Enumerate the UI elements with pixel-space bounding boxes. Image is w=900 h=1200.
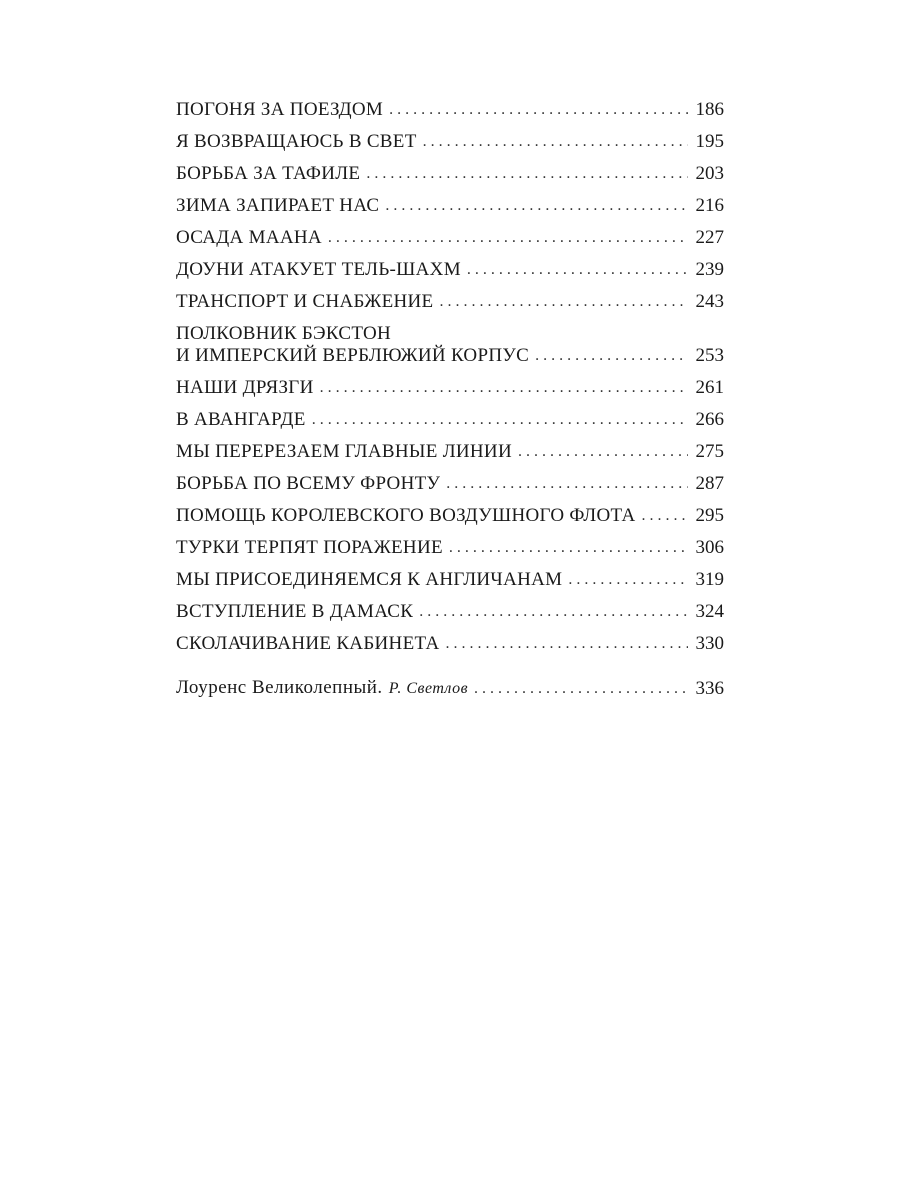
afterword-title-text: Лоуренс Великолепный. (176, 677, 383, 698)
toc-entry-page: 336 (695, 678, 724, 699)
toc-afterword-entry[interactable] (176, 677, 724, 700)
dot-leader (320, 377, 688, 399)
toc-entry-title: СКОЛАЧИВАНИЕ КАБИНЕТА (176, 633, 440, 654)
dot-leader (535, 345, 688, 367)
toc-entry-page: 330 (695, 633, 724, 654)
toc-entry[interactable] (176, 569, 724, 591)
toc-entry-page: 195 (695, 131, 724, 152)
toc-entry-title: ПОГОНЯ ЗА ПОЕЗДОМ (176, 99, 384, 120)
toc-entry[interactable] (176, 537, 724, 559)
toc-entry-page: 243 (695, 291, 724, 312)
afterword-author: Р. Светлов (388, 680, 469, 697)
toc-entry-page: 227 (695, 227, 724, 248)
toc-entry-page: 261 (695, 377, 724, 398)
toc-entry-title: ПОМОЩЬ КОРОЛЕВСКОГО ВОЗДУШНОГО ФЛОТА (176, 505, 636, 526)
toc-entry-title: ОСАДА МААНА (176, 227, 322, 248)
toc-entry[interactable] (176, 505, 724, 527)
toc-afterword-title (176, 677, 468, 700)
toc-entry-page: 287 (695, 473, 724, 494)
table-of-contents (176, 99, 724, 710)
dot-leader (446, 473, 688, 495)
toc-entry-title: МЫ ПРИСОЕДИНЯЕМСЯ К АНГЛИЧАНАМ (176, 569, 563, 590)
toc-entry-title-line-2: И ИМПЕРСКИЙ ВЕРБЛЮЖИЙ КОРПУС (176, 345, 530, 366)
toc-entry-title: МЫ ПЕРЕРЕЗАЕМ ГЛАВНЫЕ ЛИНИИ (176, 441, 512, 462)
dot-leader (423, 131, 688, 153)
toc-entry-title: НАШИ ДРЯЗГИ (176, 377, 314, 398)
toc-entry-page: 239 (695, 259, 724, 280)
toc-entry-title-line-1: ПОЛКОВНИК БЭКСТОН (176, 323, 392, 344)
toc-entry-title: ВСТУПЛЕНИЕ В ДАМАСК (176, 601, 414, 622)
toc-entry[interactable] (176, 195, 724, 217)
toc-entry[interactable] (176, 131, 724, 153)
toc-entry-page: 203 (695, 163, 724, 184)
dot-leader (328, 227, 688, 249)
toc-entry-title: ТРАНСПОРТ И СНАБЖЕНИЕ (176, 291, 434, 312)
dot-leader (385, 195, 688, 217)
toc-entry-page: 319 (695, 569, 724, 590)
toc-entry[interactable] (176, 377, 724, 399)
dot-leader (568, 569, 688, 591)
dot-leader (419, 601, 688, 623)
dot-leader (439, 291, 688, 313)
toc-entry[interactable] (176, 473, 724, 495)
toc-entry-title: Я ВОЗВРАЩАЮСЬ В СВЕТ (176, 131, 417, 152)
toc-entry-page: 295 (695, 505, 724, 526)
toc-entry[interactable] (176, 163, 724, 185)
toc-entry[interactable] (176, 601, 724, 623)
toc-entry-title: ЗИМА ЗАПИРАЕТ НАС (176, 195, 380, 216)
toc-entry[interactable] (176, 441, 724, 463)
toc-entry-title: ДОУНИ АТАКУЕТ ТЕЛЬ-ШАХМ (176, 259, 461, 280)
toc-entry-page: 324 (695, 601, 724, 622)
toc-entry-title: ТУРКИ ТЕРПЯТ ПОРАЖЕНИЕ (176, 537, 443, 558)
toc-entry[interactable] (176, 291, 724, 313)
toc-entry-title (176, 323, 529, 367)
toc-entry-page: 186 (695, 99, 724, 120)
toc-entry-title: БОРЬБА ЗА ТАФИЛЕ (176, 163, 361, 184)
dot-leader (366, 163, 688, 185)
dot-leader (445, 633, 688, 655)
toc-entry-page: 266 (695, 409, 724, 430)
dot-leader (518, 441, 688, 463)
toc-entry-page: 275 (695, 441, 724, 462)
dot-leader (641, 505, 688, 527)
dot-leader (449, 537, 688, 559)
toc-entry[interactable] (176, 409, 724, 431)
toc-entry[interactable] (176, 99, 724, 121)
toc-entry-page: 253 (695, 345, 724, 366)
toc-entry[interactable] (176, 259, 724, 281)
dot-leader (467, 259, 688, 281)
toc-entry[interactable] (176, 633, 724, 655)
toc-entry[interactable] (176, 323, 724, 367)
dot-leader (474, 678, 688, 700)
toc-entry-title: БОРЬБА ПО ВСЕМУ ФРОНТУ (176, 473, 441, 494)
dot-leader (389, 99, 688, 121)
toc-entry-page: 306 (695, 537, 724, 558)
dot-leader (312, 409, 688, 431)
toc-entry-title: В АВАНГАРДЕ (176, 409, 306, 430)
toc-entry[interactable] (176, 227, 724, 249)
toc-entry-page: 216 (695, 195, 724, 216)
